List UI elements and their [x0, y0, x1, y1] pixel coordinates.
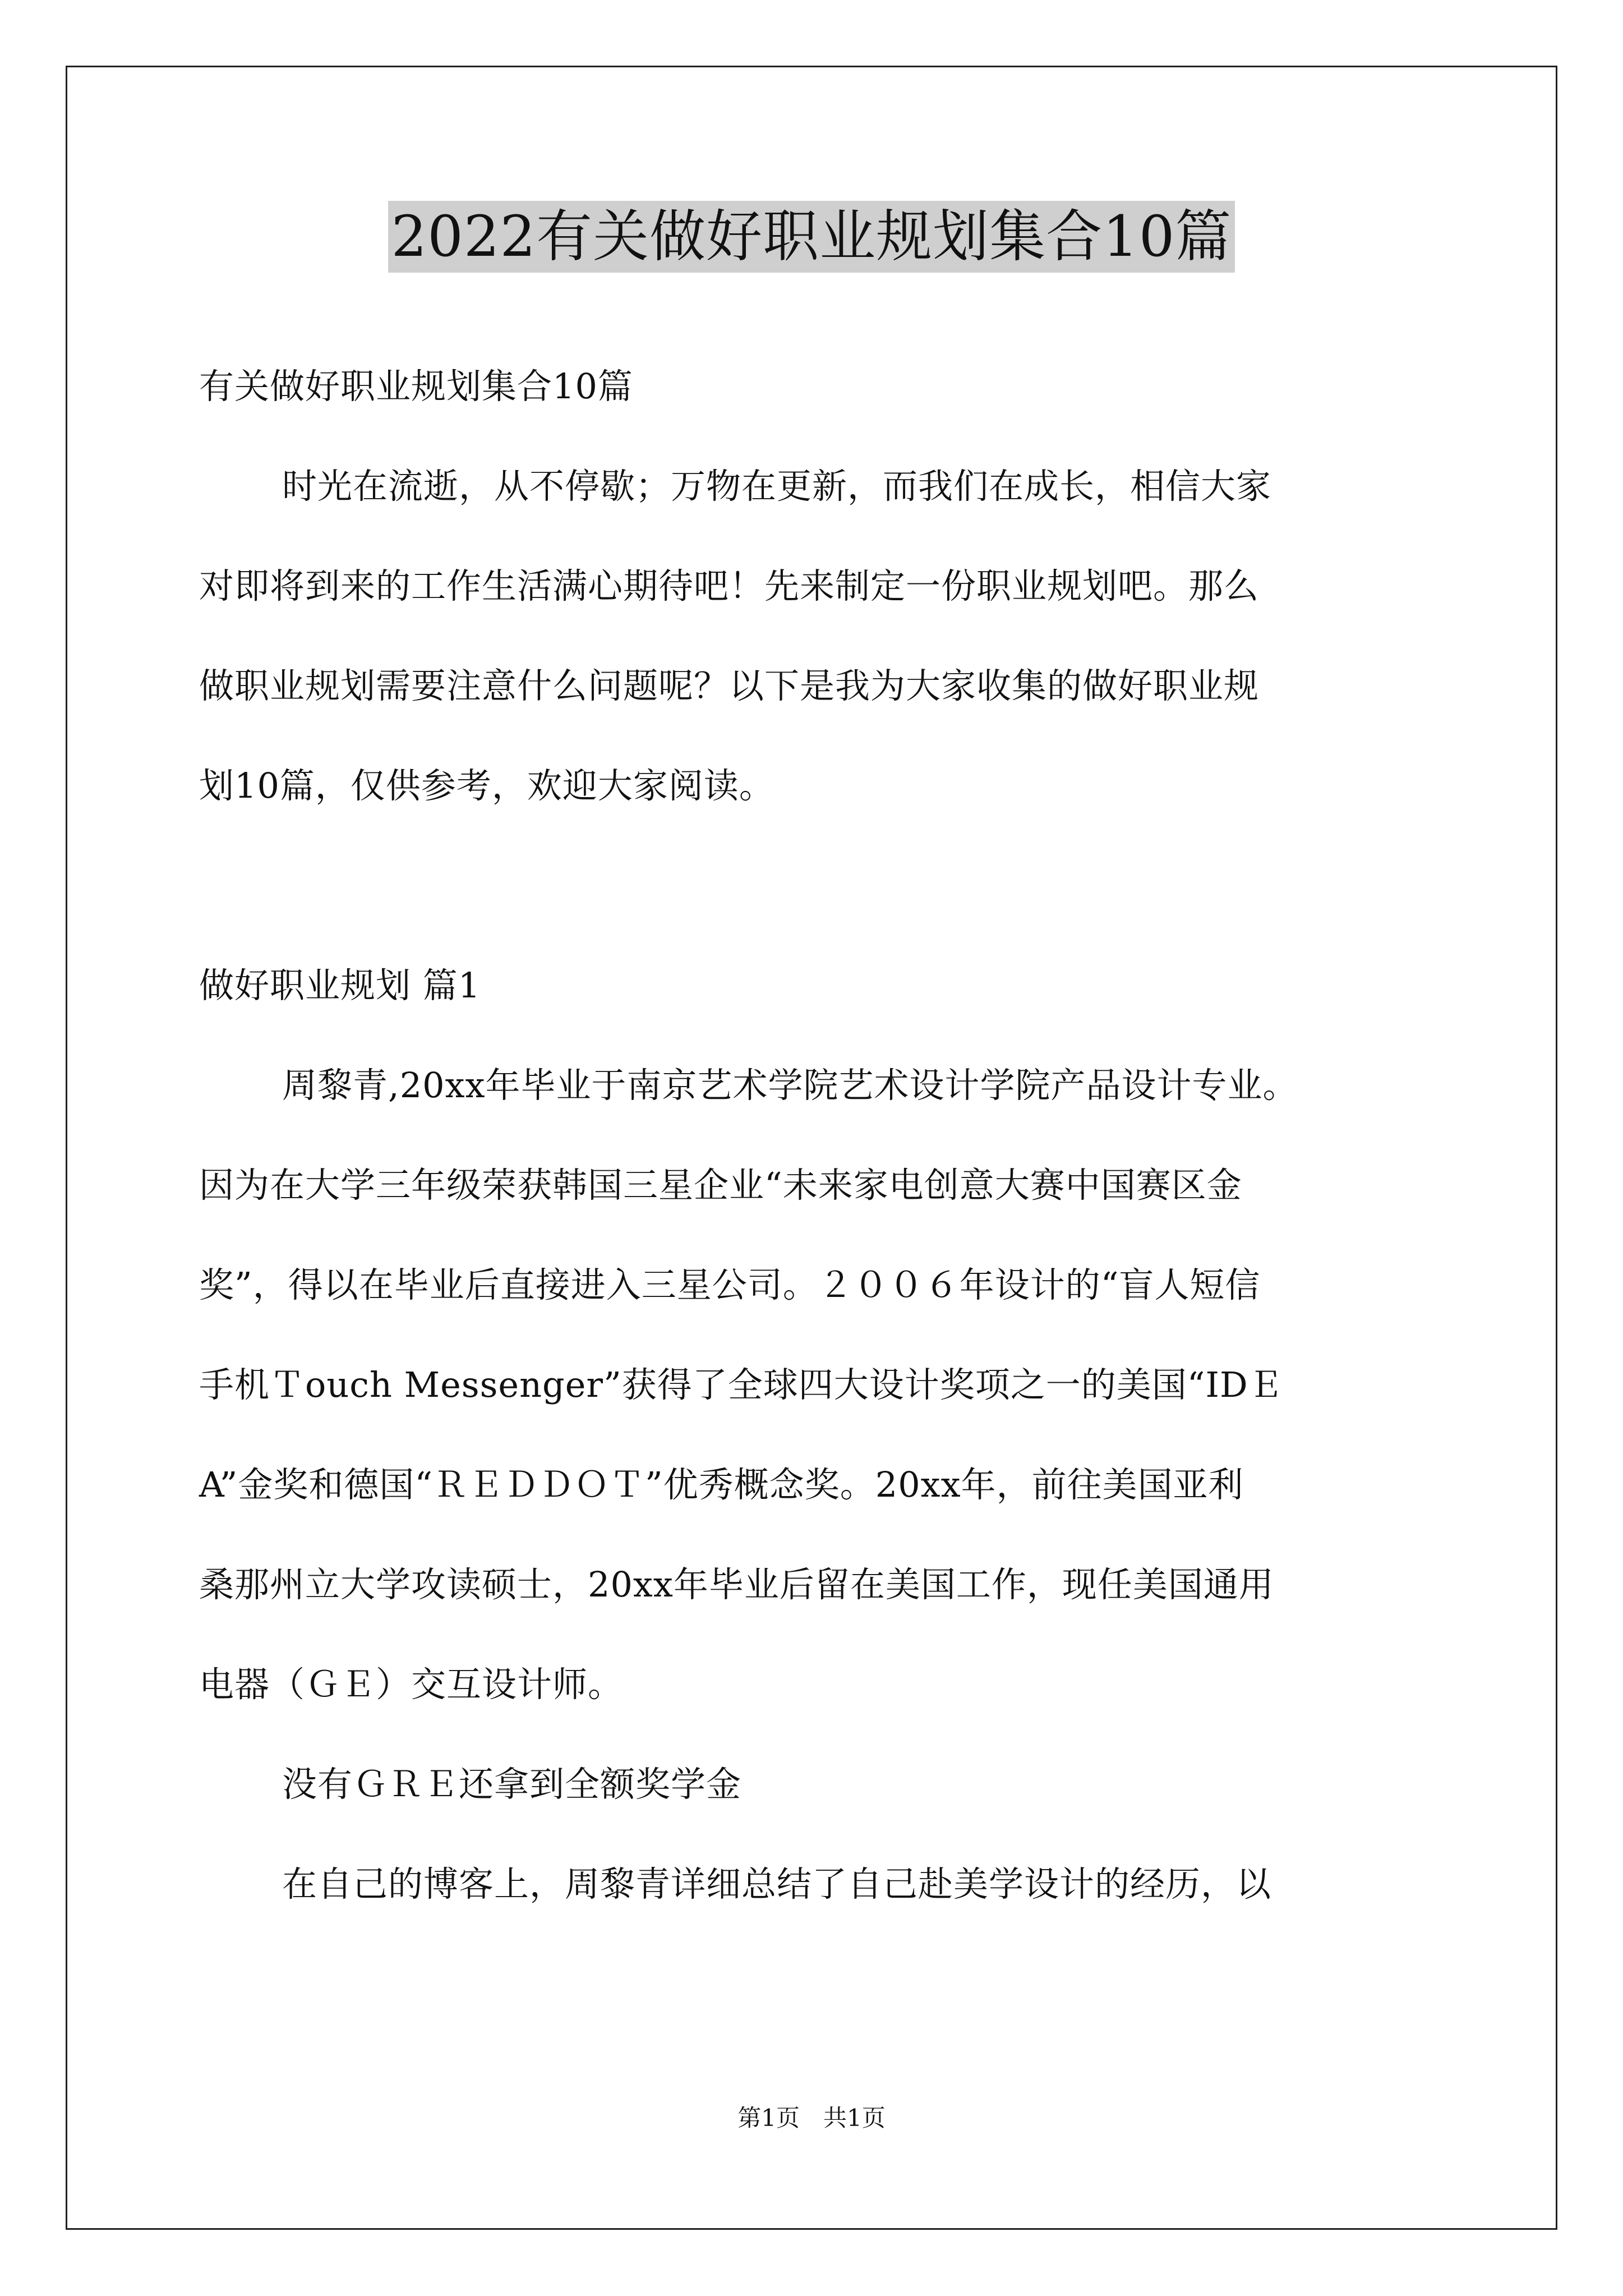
body-paragraph-line: 因为在大学三年级荣获韩国三星企业“未来家电创意大赛中国赛区金	[199, 1165, 1242, 1205]
intro-paragraph-line: 对即将到来的工作生活满心期待吧！先来制定一份职业规划吧。那么	[199, 565, 1260, 606]
body-paragraph-line: 在自己的博客上，周黎青详细总结了自己赴美学设计的经历，以	[282, 1864, 1272, 1904]
body-paragraph-line: A”金奖和德国“ＲＥＤＤＯＴ”优秀概念奖。20xx年，前往美国亚利	[199, 1464, 1244, 1505]
intro-paragraph-line: 做职业规划需要注意什么问题呢？以下是我为大家收集的做好职业规	[199, 665, 1260, 706]
body-paragraph-line: 电器（ＧＥ）交互设计师。	[199, 1664, 624, 1705]
document-title: 2022有关做好职业规划集合10篇	[388, 201, 1235, 273]
intro-paragraph-line: 时光在流逝，从不停歇；万物在更新，而我们在成长，相信大家	[282, 466, 1272, 507]
paragraph-spacer	[199, 836, 1438, 936]
title-container	[0, 201, 1623, 273]
body-paragraph-line: 周黎青,20xx年毕业于南京艺术学院艺术设计学院产品设计专业。	[282, 1065, 1298, 1106]
document-subtitle: 有关做好职业规划集合10篇	[199, 366, 633, 407]
body-paragraph-line: 桑那州立大学攻读硕士，20xx年毕业后留在美国工作，现任美国通用	[199, 1564, 1274, 1605]
intro-paragraph-line: 划10篇，仅供参考，欢迎大家阅读。	[199, 765, 774, 806]
page-footer: 第1页 共1页	[737, 2104, 886, 2132]
body-paragraph-line: 手机Ｔouch Messenger”获得了全球四大设计奖项之一的美国“IDＥ	[199, 1364, 1284, 1405]
subheading: 没有ＧＲＥ还拿到全额奖学金	[282, 1764, 742, 1805]
document-body	[199, 337, 1438, 1934]
section-heading: 做好职业规划 篇1	[199, 965, 481, 1006]
body-paragraph-line: 奖”，得以在毕业后直接进入三星公司。２００６年设计的“盲人短信	[199, 1264, 1261, 1305]
